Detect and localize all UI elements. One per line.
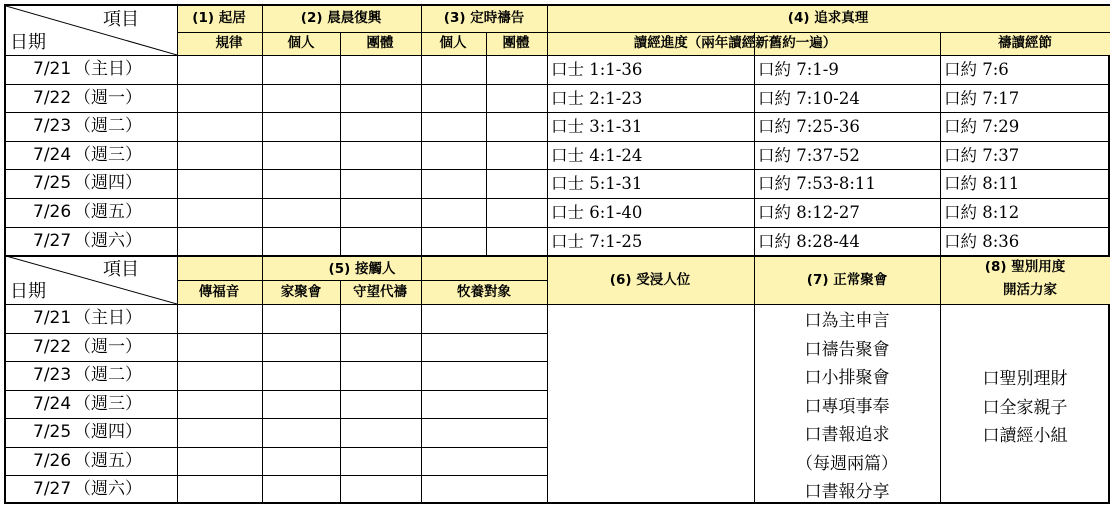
corner-date-label: 日期 [10,32,46,53]
date-cell: 7/24 [33,145,72,165]
weekday-cell: （週三） [74,394,142,414]
ot-reading-checkbox: 口士 2:1-23 [551,89,643,108]
weekday-cell: （週二） [74,365,142,385]
consecration-item: 口讀經小組 [982,426,1068,446]
meeting-item: （每週兩篇） [796,453,898,474]
header-intercession: 守望代禱 [353,284,407,300]
header-morning-revival: (2) 晨晨復興 [300,10,382,26]
header-prayer: (3) 定時禱告 [443,10,525,26]
date-cell: 7/21 [33,59,72,79]
weekday-cell: （週四） [74,422,142,442]
corner-date-label-2: 日期 [10,281,46,302]
date-cell: 7/25 [33,173,72,193]
nt-reading-checkbox: 口約 7:37-52 [758,146,860,165]
nt-reading-checkbox: 口約 8:28-44 [758,232,860,251]
header-pursue-truth: (4) 追求真理 [787,10,869,26]
date-cell: 7/27 [33,231,72,251]
ot-reading-checkbox: 口士 4:1-24 [551,146,643,165]
weekday-cell: （主日） [74,59,142,79]
ot-reading-checkbox: 口士 3:1-31 [551,117,643,136]
date-cell: 7/23 [33,365,72,385]
weekly-checklist-table [4,4,1110,504]
weekday-cell: （週一） [74,337,142,357]
header-rise-routine-sub: 規律 [215,35,243,51]
consecration-item: 口聖別理財 [982,369,1068,389]
weekday-cell: （週六） [74,479,142,499]
ot-reading-checkbox: 口士 1:1-36 [551,60,643,79]
header-contact-people: (5) 接觸人 [328,261,396,277]
weekday-cell: （週四） [74,173,142,193]
meeting-item: 口禱告聚會 [804,339,890,360]
weekday-cell: （週一） [74,88,142,108]
header-consecration-2: 開活力家 [1003,282,1057,298]
meeting-item: 口為主申言 [804,311,890,331]
ot-reading-checkbox: 口士 5:1-31 [551,174,643,193]
nt-reading-checkbox: 口約 7:25-36 [758,117,860,136]
date-cell: 7/23 [33,116,72,136]
date-cell: 7/22 [33,88,72,108]
meeting-item: 口書報分享 [804,482,890,502]
verse-checkbox: 口約 7:17 [944,89,1020,108]
header-normal-meetings: (7) 正常聚會 [806,272,888,288]
meeting-item: 口書報追求 [804,425,890,445]
corner-item-label-2: 項目 [103,259,139,280]
nt-reading-checkbox: 口約 7:53-8:11 [758,174,876,193]
meeting-item: 口專項事奉 [804,396,890,417]
corner-item-label: 項目 [103,9,139,30]
nt-reading-checkbox: 口約 7:10-24 [758,89,860,108]
verse-checkbox: 口約 8:36 [944,232,1020,251]
ot-reading-checkbox: 口士 7:1-25 [551,232,643,251]
weekday-cell: （週五） [74,451,142,471]
header-home-meeting: 家聚會 [280,284,322,300]
nt-reading-checkbox: 口約 7:1-9 [758,60,839,79]
weekday-cell: （週五） [74,202,142,222]
header-prayer-personal: 個人 [439,35,467,51]
header-baptized: (6) 受浸人位 [609,272,691,288]
weekday-cell: （主日） [74,308,142,328]
date-cell: 7/25 [33,422,72,442]
header-reading-schedule: 讀經進度（兩年讀經新舊約一遍） [633,35,837,51]
consecration-list [940,365,1110,451]
date-cell: 7/24 [33,394,72,414]
header-prayer-group: 團體 [502,35,530,51]
header-pray-read-verse: 禱讀經節 [998,35,1052,51]
header-morning-group: 團體 [366,35,394,51]
weekday-cell: （週二） [74,116,142,136]
weekday-cell: （週六） [74,231,142,251]
verse-checkbox: 口約 8:12 [944,203,1020,222]
meeting-item: 口小排聚會 [804,368,890,388]
verse-checkbox: 口約 7:6 [944,60,1009,79]
date-cell: 7/26 [33,451,72,471]
date-cell: 7/22 [33,337,72,357]
header-shepherding: 牧養對象 [457,284,511,300]
date-cell: 7/26 [33,202,72,222]
date-cell: 7/21 [33,308,72,328]
header-consecration-1: (8) 聖別用度 [984,259,1066,275]
date-cell: 7/27 [33,479,72,499]
consecration-item: 口全家親子 [982,397,1068,418]
verse-checkbox: 口約 7:29 [944,117,1020,136]
header-gospel: 傳福音 [198,284,240,300]
header-rise-routine: (1) 起居 [192,10,246,26]
ot-reading-checkbox: 口士 6:1-40 [551,203,643,222]
normal-meetings-list [754,307,940,507]
nt-reading-checkbox: 口約 8:12-27 [758,203,860,222]
verse-checkbox: 口約 7:37 [944,146,1020,165]
weekday-cell: （週三） [74,145,142,165]
header-morning-personal: 個人 [287,35,315,51]
verse-checkbox: 口約 8:11 [944,174,1020,193]
